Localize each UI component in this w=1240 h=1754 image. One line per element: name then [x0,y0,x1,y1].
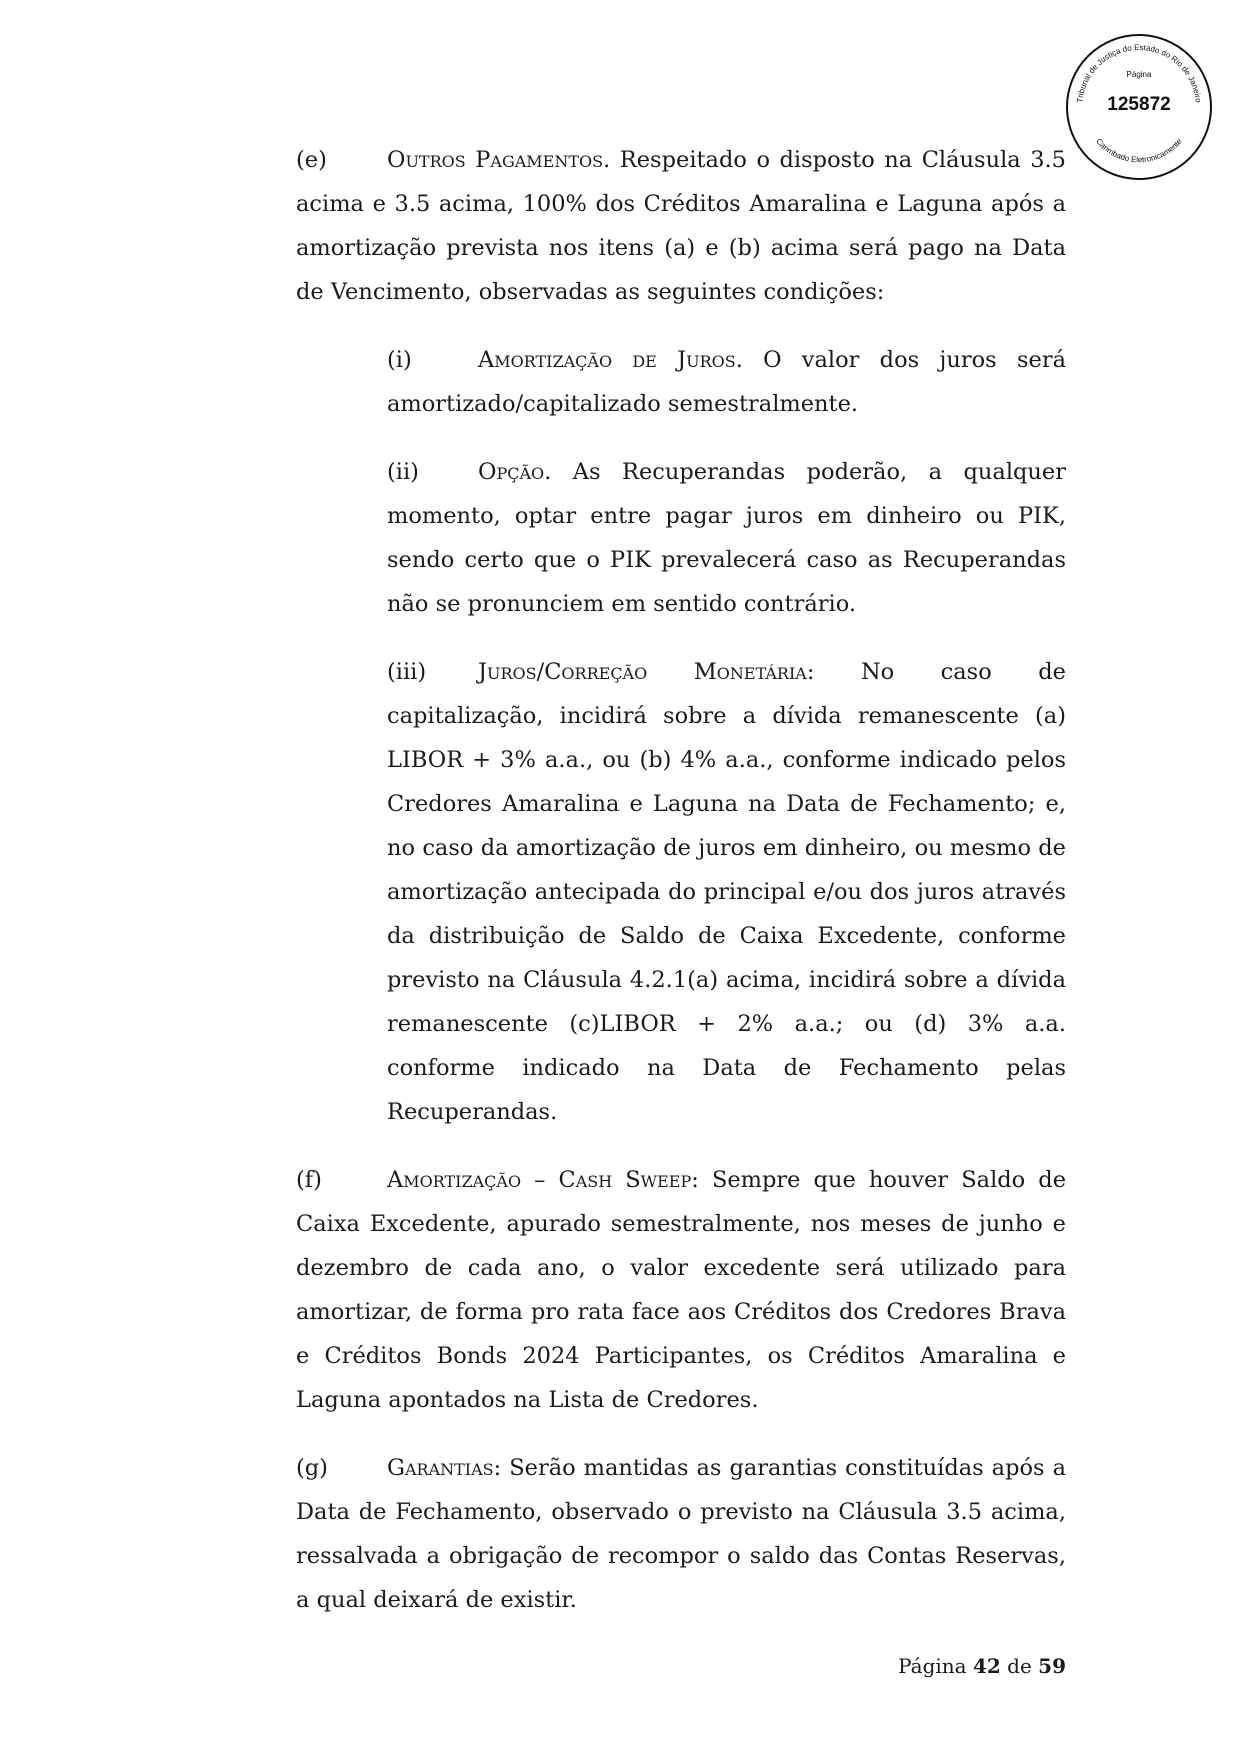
svg-text:Carimbado Eletronicamente [1094,136,1184,164]
paragraph-title: Outros Pagamentos [387,147,604,173]
paragraph-title: Amortização de Juros [478,347,736,373]
page-footer [860,1652,1066,1680]
paragraph-marker: (g) [296,1455,328,1481]
paragraph-text: Serão mantidas as garantias constituídas após a Data de Fechamento, observado o previsto na Cláusula 3.5 acima, ressalvada a obrigação de recompor o saldo das Contas Reservas, a qual deixará de existir. [296,1455,1067,1613]
paragraph-e-i [387,338,1066,426]
paragraph-g [296,1446,1066,1622]
title-separator: . [603,147,620,173]
title-separator: . [735,347,764,373]
title-separator: : [806,659,861,685]
total-page-count: 59 [1038,1654,1066,1678]
paragraph-e [296,138,1066,314]
paragraph-marker: (ii) [387,459,419,485]
paragraph-text: Sempre que houver Saldo de Caixa Excedente, apurado semestralmente, nos meses de junho e dezembro de cada ano, o valor excedente será utilizado para amortizar, de forma pro rata face aos Créditos dos Credores Brava e Créditos Bonds 2024 Participantes, os Créditos Amaralina e Laguna apontados na Lista de Credores. [296,1167,1067,1413]
paragraph-text: No caso de capitalização, incidirá sobre a dívida remanescente (a) LIBOR + 3% a.a., ou (b) 4% a.a., conforme indicado pelos Credores Amaralina e Laguna na Data de Fechamento; e, no caso da amortização de juros em dinheiro, ou mesmo de amortização antecipada do principal e/ou dos juros através da distribuição de Saldo de Caixa Excedente, conforme previsto na Cláusula 4.2.1(a) acima, incidirá sobre a dívida remanescente (c)LIBOR + 2% a.a.; ou (d) 3% a.a. conforme indicado na Data de Fechamento pelas Recuperandas. [387,659,1066,1125]
paragraph-text: As Recuperandas poderão, a qualquer momento, optar entre pagar juros em dinheiro ou PIK, sendo certo que o PIK prevalecerá caso as Recuperandas não se pronunciem em sentido contrário. [387,459,1066,617]
seal-ring-top-text: Tribunal de Justiça do Estado do Rio de Janeiro [1075,42,1203,104]
page-of-label: de [1007,1654,1032,1678]
seal-number: 125872 [1107,94,1171,115]
paragraph-title: Juros/Correção Monetária [478,659,807,685]
paragraph-e-ii [387,450,1066,626]
paragraph-marker: (iii) [387,659,427,685]
title-separator: : [493,1455,510,1481]
paragraph-title: Garantias [387,1455,494,1481]
page-label: Página [898,1654,967,1678]
document-body [296,138,1066,1622]
current-page-number: 42 [972,1654,1001,1678]
paragraph-text: Respeitado o disposto na Cláusula 3.5 acima e 3.5 acima, 100% dos Créditos Amaralina e Laguna após a amortização prevista nos itens (a) e (b) acima será pago na Data de Vencimento, observadas as seguintes condições: [296,147,1066,305]
seal-label: Página [1126,70,1152,79]
paragraph-f [296,1158,1066,1422]
paragraph-title: Amortização – Cash Sweep [387,1167,692,1193]
court-seal-stamp [1064,32,1214,182]
paragraph-text: O valor dos juros será amortizado/capitalizado semestralmente. [387,347,1066,417]
title-separator: : [691,1167,712,1193]
paragraph-marker: (e) [296,147,327,173]
paragraph-title: Opção [478,459,545,485]
paragraph-marker: (f) [296,1167,322,1193]
seal-ring-bottom-text: Carimbado Eletronicamente [1094,136,1184,165]
paragraph-e-iii [387,650,1066,1134]
paragraph-marker: (i) [387,347,412,373]
title-separator: . [544,459,573,485]
